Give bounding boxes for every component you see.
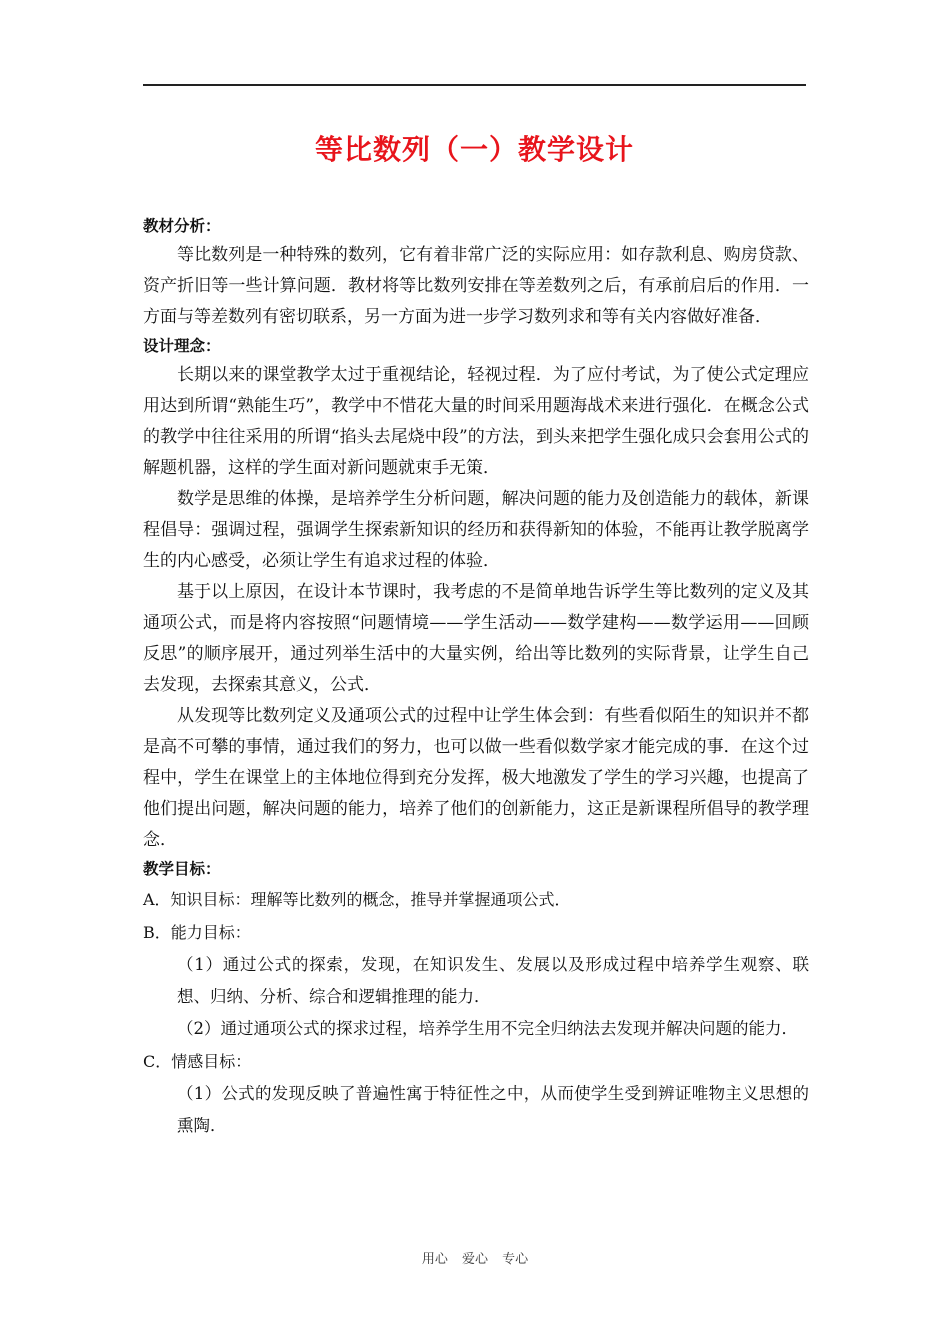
goal-emotion-item-1: （1）公式的发现反映了普遍性寓于特征性之中，从而使学生受到辨证唯物主义思想的熏陶． bbox=[177, 1084, 809, 1135]
paragraph: 长期以来的课堂教学太过于重视结论，轻视过程．为了应付考试，为了使公式定理应用达到所谓“熟能生巧”，教学中不惜花大量的时间采用题海战术来进行强化．在概念公式的教学中往往采用的所谓“掐头去尾烧中段”的方法，到头来把学生强化成只会套用公式的解题机器，这样的学生面对新问题就束手无策． bbox=[143, 365, 809, 478]
section-heading-analysis: 教材分析： bbox=[143, 217, 221, 235]
document-title: 等比数列（一）教学设计 bbox=[314, 133, 634, 166]
paragraph: 等比数列是一种特殊的数列，它有着非常广泛的实际应用：如存款利息、购房贷款、资产折旧等一些计算问题．教材将等比数列安排在等差数列之后，有承前启后的作用．一方面与等差数列有密切联系，另一方面为进一步学习数列求和等有关内容做好准备． bbox=[143, 245, 809, 327]
paragraph: 基于以上原因，在设计本节课时，我考虑的不是简单地告诉学生等比数列的定义及其通项公式，而是将内容按照“问题情境——学生活动——数学建构——数学运用——回顾反思”的顺序展开，通过列举生活中的大量实例，给出等比数列的实际背景，让学生自己去发现，去探索其意义，公式． bbox=[143, 582, 809, 695]
goal-knowledge: A．知识目标：理解等比数列的概念，推导并掌握通项公式． bbox=[143, 890, 571, 909]
header-rule bbox=[143, 84, 806, 86]
section-heading-goals: 教学目标： bbox=[143, 860, 221, 878]
goal-ability-item-2: （2）通过通项公式的探求过程，培养学生用不完全归纳法去发现并解决问题的能力． bbox=[177, 1019, 798, 1038]
document-body bbox=[143, 213, 809, 1142]
goal-ability: B．能力目标： bbox=[143, 923, 251, 942]
paragraph: 从发现等比数列定义及通项公式的过程中让学生体会到：有些看似陌生的知识并不都是高不可攀的事情，通过我们的努力，也可以做一些看似数学家才能完成的事．在这个过程中，学生在课堂上的主体地位得到充分发挥，极大地激发了学生的学习兴趣，也提高了他们提出问题，解决问题的能力，培养了他们的创新能力，这正是新课程所倡导的教学理念． bbox=[143, 706, 809, 850]
page-footer: 用心 爱心 专心 bbox=[421, 1252, 529, 1267]
section-heading-concept: 设计理念： bbox=[143, 337, 221, 355]
paragraph: 数学是思维的体操，是培养学生分析问题，解决问题的能力及创造能力的载体，新课程倡导：强调过程，强调学生探索新知识的经历和获得新知的体验，不能再让教学脱离学生的内心感受，必须让学生有追求过程的体验． bbox=[143, 489, 809, 571]
goal-ability-item-1: （1）通过公式的探索，发现，在知识发生、发展以及形成过程中培养学生观察、联想、归纳、分析、综合和逻辑推理的能力． bbox=[177, 955, 809, 1006]
goal-emotion: C．情感目标： bbox=[143, 1052, 252, 1071]
